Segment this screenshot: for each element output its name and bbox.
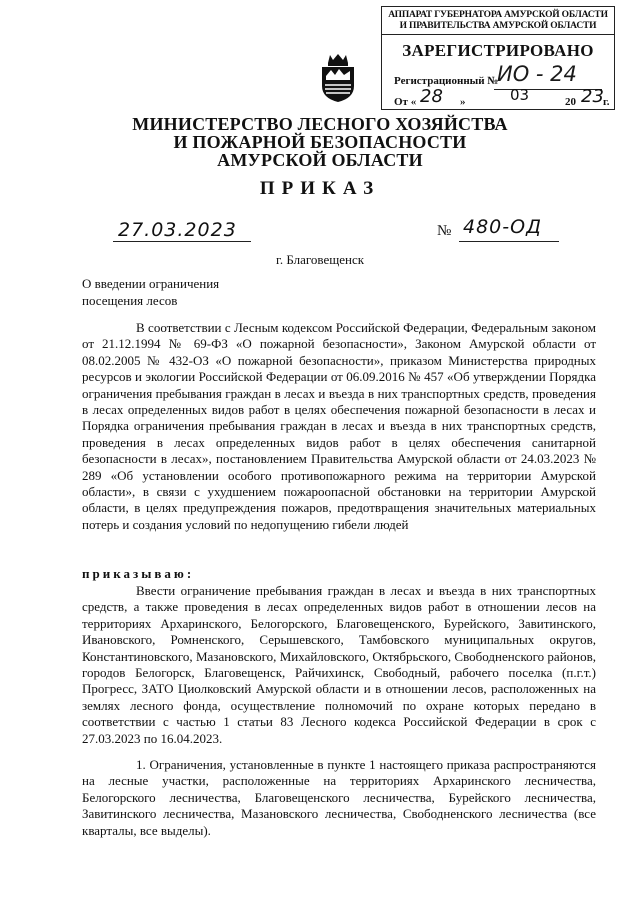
- stamp-date-month: 03: [510, 86, 530, 104]
- stamp-date-day: 28: [420, 86, 443, 107]
- stamp-date-year-prefix: 20: [565, 96, 576, 108]
- coat-of-arms-emblem: [318, 52, 358, 104]
- city-name: г. Благовещенск: [275, 252, 365, 267]
- order-number-underline: [459, 241, 559, 242]
- stamp-date-year: 23: [581, 86, 604, 107]
- preamble-paragraph: В соответствии с Лесным кодексом Российской Федерации, Федеральным законом от 21.12.1994 № 69-ФЗ «О пожарной безопасности», Законом Амурской области от 08.02.2005 № 432-ОЗ «О пожарной безопасности», приказом Министерства природных ресурсов и экологии Российской Федерации от 06.09.2016 № 457 «Об утверждении Порядка ограничения пребывания граждан в лесах и въезда в них транспортных средств, проведения в лесах определенных видов работ в целях обеспечения пожарной безопасности в лесах и Порядка ограничения пребывания граждан в лесах и въезда в них транспортных средств, проведения в лесах определенных видов работ в целях обеспечения санитарной безопасности в лесах», постановлением Правительства Амурской области от 24.03.2023 № 289 «Об установлении особого противопожарного режима на территории Амурской области», в связи с ухудшением пожароопасной обстановки на территории Амурской области, в целях предупреждения пожаров, предотвращения значительных материальных потерь и создания условий по недопущению гибели людей: [82, 320, 596, 532]
- stamp-date-suffix: г.: [603, 96, 610, 108]
- registration-stamp: [381, 6, 615, 110]
- clause-1-paragraph: 1. Ограничения, установленные в пункте 1 настоящего приказа распространяются на лесные участки, расположенные на территориях Архаринского лесничества, Белогорского лесничества, Благовещенского лесничества, Бурейского лесничества, Завитинского лесничества, Мазановского лесничества, Свободненского лесничества (все кварталы, все выделы).: [82, 757, 596, 838]
- document-type-title: ПРИКАЗ: [259, 178, 381, 199]
- stamp-org-line1: АППАРАТ ГУБЕРНАТОРА АМУРСКОЙ ОБЛАСТИ: [388, 10, 608, 20]
- ministry-name-line2: И ПОЖАРНОЙ БЕЗОПАСНОСТИ: [173, 132, 467, 152]
- stamp-registered-title: ЗАРЕГИСТРИРОВАНО: [402, 41, 594, 60]
- stamp-divider: [382, 34, 614, 35]
- main-clause-paragraph: Ввести ограничение пребывания граждан в лесах и въезда в них транспортных средств, а также проведения в лесах определенных видов работ в отношении лесов на территориях Архаринского, Белогорского, Благовещенского, Бурейского, Завитинского, Ивановского, Ромненского, Серышевского, Тамбовского муниципальных округов, Константиновского, Мазановского, Михайловского, Октябрьского, Свободненского районов, городов Белогорск, Благовещенск, Райчихинск, Свободный, рабочего поселка (п.г.т.) Прогресс, ЗАТО Циолковский Амурской области и в отношении лесов, расположенных на землях лесного фонда, осуществление полномочий по охране которых передано в соответствии с частью 1 статьи 83 Лесного кодекса Российской Федерации в срок с 27.03.2023 по 16.04.2023.: [82, 583, 596, 746]
- order-number-sign: №: [437, 223, 452, 239]
- subject-line2: посещения лесов: [82, 293, 178, 308]
- stamp-date-separator: »: [460, 96, 466, 108]
- order-subject: [82, 275, 219, 309]
- stamp-org-line2: И ПРАВИТЕЛЬСТВА АМУРСКОЙ ОБЛАСТИ: [399, 21, 597, 31]
- order-date: 27.03.2023: [118, 219, 237, 241]
- ministry-name-line1: МИНИСТЕРСТВО ЛЕСНОГО ХОЗЯЙСТВА: [132, 114, 508, 134]
- order-word: приказываю:: [82, 566, 195, 581]
- stamp-reg-number-label: Регистрационный №: [394, 75, 499, 87]
- ministry-name-line3: АМУРСКОЙ ОБЛАСТИ: [217, 150, 423, 170]
- subject-line1: О введении ограничения: [82, 276, 220, 291]
- order-date-underline: [113, 241, 251, 242]
- order-number: 480-ОД: [463, 216, 542, 238]
- stamp-date-from: От «: [394, 96, 417, 108]
- stamp-reg-number: ИО - 24: [497, 62, 577, 86]
